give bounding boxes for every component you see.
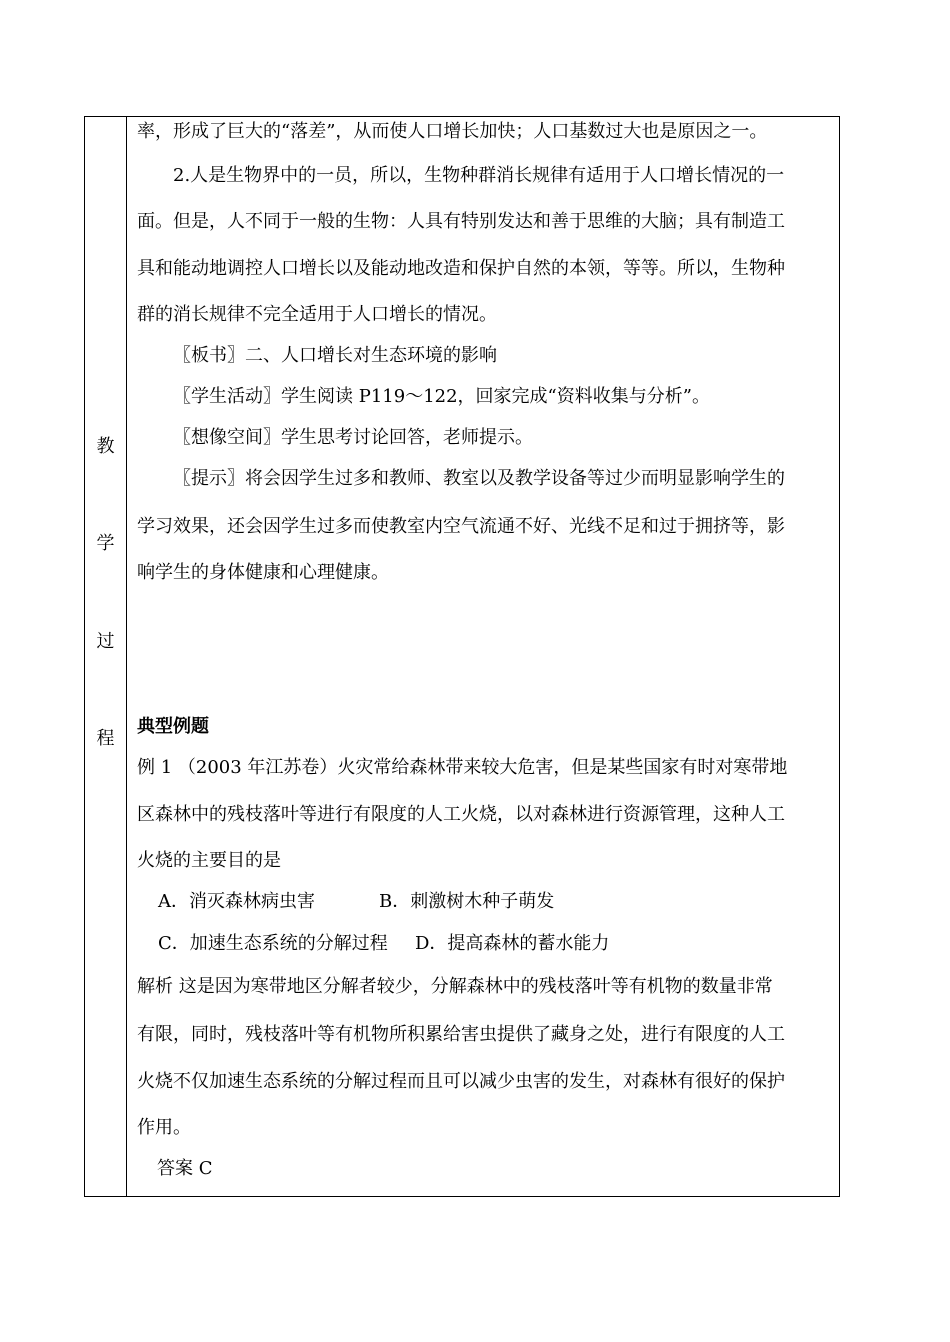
question-line: 火烧的主要目的是 <box>137 850 281 871</box>
side-label-char: 学 <box>96 533 115 554</box>
side-label-char: 教 <box>96 436 115 457</box>
question-line: 例 1 （2003 年江苏卷）火灾常给森林带来较大危害，但是某些国家有时对寒带地 <box>137 757 788 778</box>
hint-line: 〖提示〗将会因学生过多和教师、教室以及教学设备等过少而明显影响学生的 <box>173 468 785 489</box>
analysis-line: 火烧不仅加速生态系统的分解过程而且可以减少虫害的发生，对森林有很好的保护 <box>137 1071 785 1092</box>
example-heading: 典型例题 <box>137 716 209 737</box>
question-line: 区森林中的残枝落叶等进行有限度的人工火烧，以对森林进行资源管理，这种人工 <box>137 804 785 825</box>
answer-line: 答案 C <box>157 1158 213 1179</box>
option-c: C．加速生态系统的分解过程 <box>158 933 388 954</box>
option-d: D．提高森林的蓄水能力 <box>415 933 610 954</box>
side-label-char: 程 <box>96 728 115 749</box>
body-line: 响学生的身体健康和心理健康。 <box>137 562 389 583</box>
option-b: B．刺激树木种子萌发 <box>379 891 555 912</box>
body-line: 学习效果，还会因学生过多而使教室内空气流通不好、光线不足和过于拥挤等，影 <box>137 516 785 537</box>
board-note-line: 〖板书〗二、人口增长对生态环境的影响 <box>173 345 497 366</box>
column-divider <box>126 117 127 1196</box>
imagination-line: 〖想像空间〗学生思考讨论回答，老师提示。 <box>173 427 533 448</box>
activity-line: 〖学生活动〗学生阅读 P119～122，回家完成“资料收集与分析”。 <box>173 386 710 407</box>
body-line: 具和能动地调控人口增长以及能动地改造和保护自然的本领，等等。所以，生物种 <box>137 258 785 279</box>
analysis-line: 有限，同时，残枝落叶等有机物所积累给害虫提供了藏身之处，进行有限度的人工 <box>137 1024 785 1045</box>
analysis-line: 作用。 <box>137 1117 191 1138</box>
body-line: 率，形成了巨大的“落差”，从而使人口增长加快；人口基数过大也是原因之一。 <box>137 121 768 142</box>
option-a: A．消灭森林病虫害 <box>158 891 315 912</box>
body-line: 面。但是，人不同于一般的生物：人具有特别发达和善于思维的大脑；具有制造工 <box>137 211 785 232</box>
analysis-line: 解析 这是因为寒带地区分解者较少，分解森林中的残枝落叶等有机物的数量非常 <box>137 976 773 997</box>
body-line: 2.人是生物界中的一员，所以，生物种群消长规律有适用于人口增长情况的一 <box>173 165 785 186</box>
body-line: 群的消长规律不完全适用于人口增长的情况。 <box>137 304 497 325</box>
side-label-char: 过 <box>96 631 115 652</box>
